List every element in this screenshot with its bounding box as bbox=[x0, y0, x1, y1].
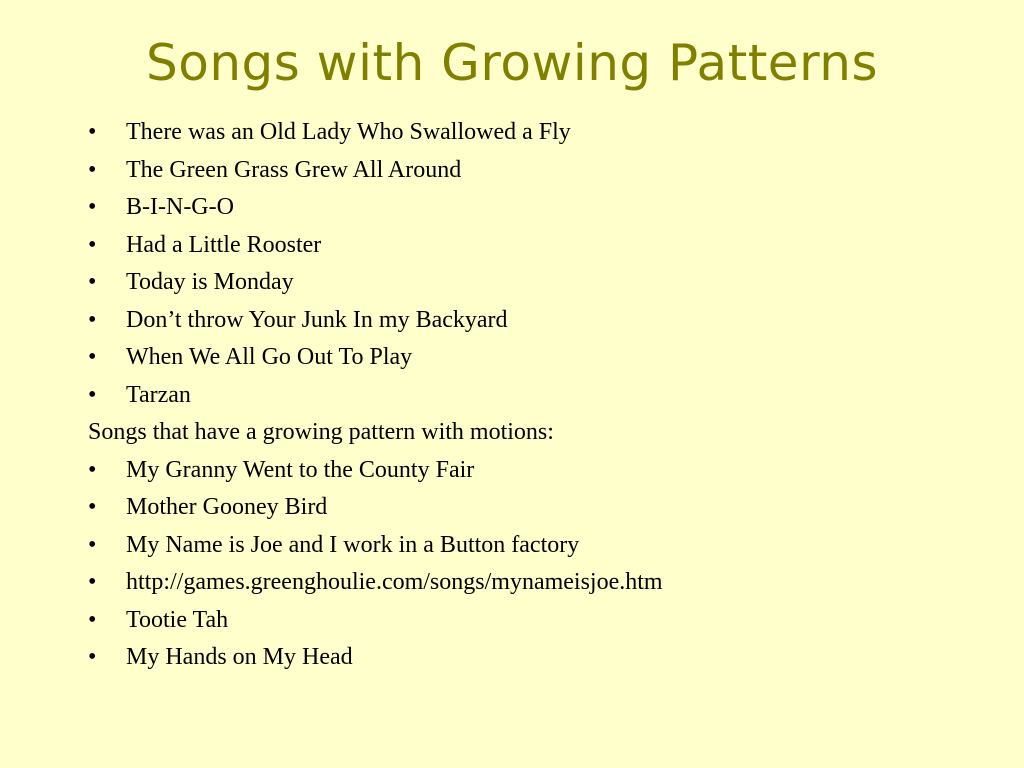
list-item-text: There was an Old Lady Who Swallowed a Fly bbox=[126, 119, 571, 145]
slide-body bbox=[88, 114, 988, 677]
bullet-icon: • bbox=[88, 119, 97, 145]
bullet-icon: • bbox=[88, 194, 97, 220]
list-item-text: B-I-N-G-O bbox=[126, 194, 234, 220]
list-item bbox=[88, 489, 988, 527]
list-item bbox=[88, 114, 988, 152]
bullet-icon: • bbox=[88, 269, 97, 295]
list-item-text: My Granny Went to the County Fair bbox=[126, 456, 475, 483]
list-item-text: Don’t throw Your Junk In my Backyard bbox=[126, 306, 508, 333]
list-item bbox=[88, 339, 988, 377]
list-item bbox=[88, 227, 988, 265]
list-item-text: Today is Monday bbox=[126, 269, 294, 295]
subheading-text: Songs that have a growing pattern with motions: bbox=[88, 419, 554, 445]
list-item-text: Tarzan bbox=[126, 381, 191, 408]
bullet-icon: • bbox=[88, 456, 97, 483]
list-item bbox=[88, 377, 988, 415]
bullet-icon: • bbox=[88, 156, 97, 183]
list-item bbox=[88, 152, 988, 190]
list-item-text: The Green Grass Grew All Around bbox=[126, 156, 462, 183]
list-item-text: Had a Little Rooster bbox=[126, 231, 322, 258]
list-item bbox=[88, 527, 988, 565]
list-item-text: My Hands on My Head bbox=[126, 644, 353, 670]
list-item bbox=[88, 264, 988, 302]
bullet-icon: • bbox=[88, 306, 97, 333]
list-item bbox=[88, 564, 988, 602]
bullet-icon: • bbox=[88, 644, 97, 670]
list-item bbox=[88, 639, 988, 677]
bullet-icon: • bbox=[88, 494, 97, 520]
bullet-icon: • bbox=[88, 569, 97, 595]
bullet-icon: • bbox=[88, 606, 97, 633]
list-item bbox=[88, 189, 988, 227]
bullet-icon: • bbox=[88, 231, 97, 258]
list-item-link-text: http://games.greenghoulie.com/songs/mynameisjoe.htm bbox=[126, 569, 663, 595]
list-item-text: When We All Go Out To Play bbox=[126, 344, 413, 370]
subheading bbox=[88, 414, 988, 452]
list-item-text: My Name is Joe and I work in a Button factory bbox=[126, 531, 580, 558]
list-item bbox=[88, 302, 988, 340]
slide-title: Songs with Growing Patterns bbox=[145, 34, 878, 92]
bullet-icon: • bbox=[88, 531, 97, 558]
list-item-text: Tootie Tah bbox=[126, 606, 229, 633]
list-item bbox=[88, 452, 988, 490]
bullet-icon: • bbox=[88, 381, 97, 408]
bullet-icon: • bbox=[88, 344, 97, 370]
list-item bbox=[88, 602, 988, 640]
list-item-text: Mother Gooney Bird bbox=[126, 494, 328, 520]
